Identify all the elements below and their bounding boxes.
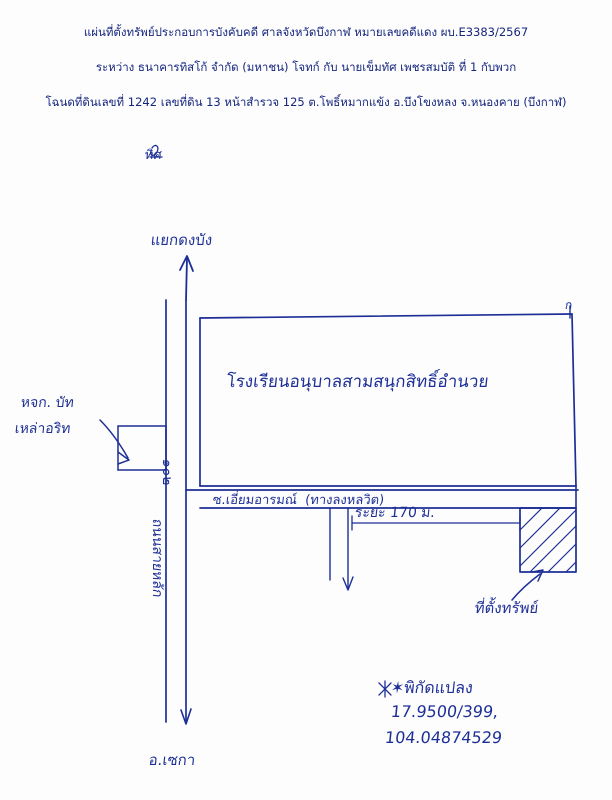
label-bottom-road: อ.เซกา: [147, 751, 197, 769]
label-top-right-mark: ก: [564, 298, 574, 312]
label-north-arrow-mark: ทิศ: [144, 148, 163, 163]
label-property-location: ที่ตั้งทรัพย์: [473, 599, 540, 617]
label-coords-line2: 104.04874529: [384, 728, 504, 747]
label-coords-title: ✶พิกัดแปลง: [389, 678, 474, 697]
header-line-case: แผ่นที่ตั้งทรัพย์ประกอบการบังคับคดี ศาลจังหวัดบึงกาฬ หมายเลขคดีแดง ผบ.E3383/2567: [83, 25, 529, 39]
label-north-junction: แยกดงบัง: [149, 231, 214, 249]
label-distance: ระยะ 170 ม.: [354, 505, 436, 521]
label-hjk-line2: เหล่าอริท: [14, 421, 72, 437]
label-coords-line1: 17.9500/399,: [390, 702, 500, 721]
label-school: โรงเรียนอนุบาลสามสนุกสิทธิ์อำนวย: [225, 372, 490, 392]
label-hjk-line1: หจก. บัท: [20, 395, 75, 411]
label-main-road: ถนนสายหลัก: [149, 518, 165, 599]
label-distance-vertical: ๑๐๒: [159, 458, 175, 487]
label-lane: ซ.เอี่ยมอารมณ์ (ทางลงหลวิต): [212, 493, 385, 508]
header-line-deed: โฉนดที่ดินเลขที่ 1242 เลขที่ดิน 13 หน้าสำรวจ 125 ต.โพธิ์หมากแข้ง อ.บึงโขงหลง จ.หนองคาย (บึงกาฬ): [45, 94, 567, 109]
header-line-parties: ระหว่าง ธนาคารทิสโก้ จำกัด (มหาชน) โจทก์ กับ นายเข็มทัศ เพชรสมบัติ ที่ 1 กับพวก: [95, 59, 517, 74]
